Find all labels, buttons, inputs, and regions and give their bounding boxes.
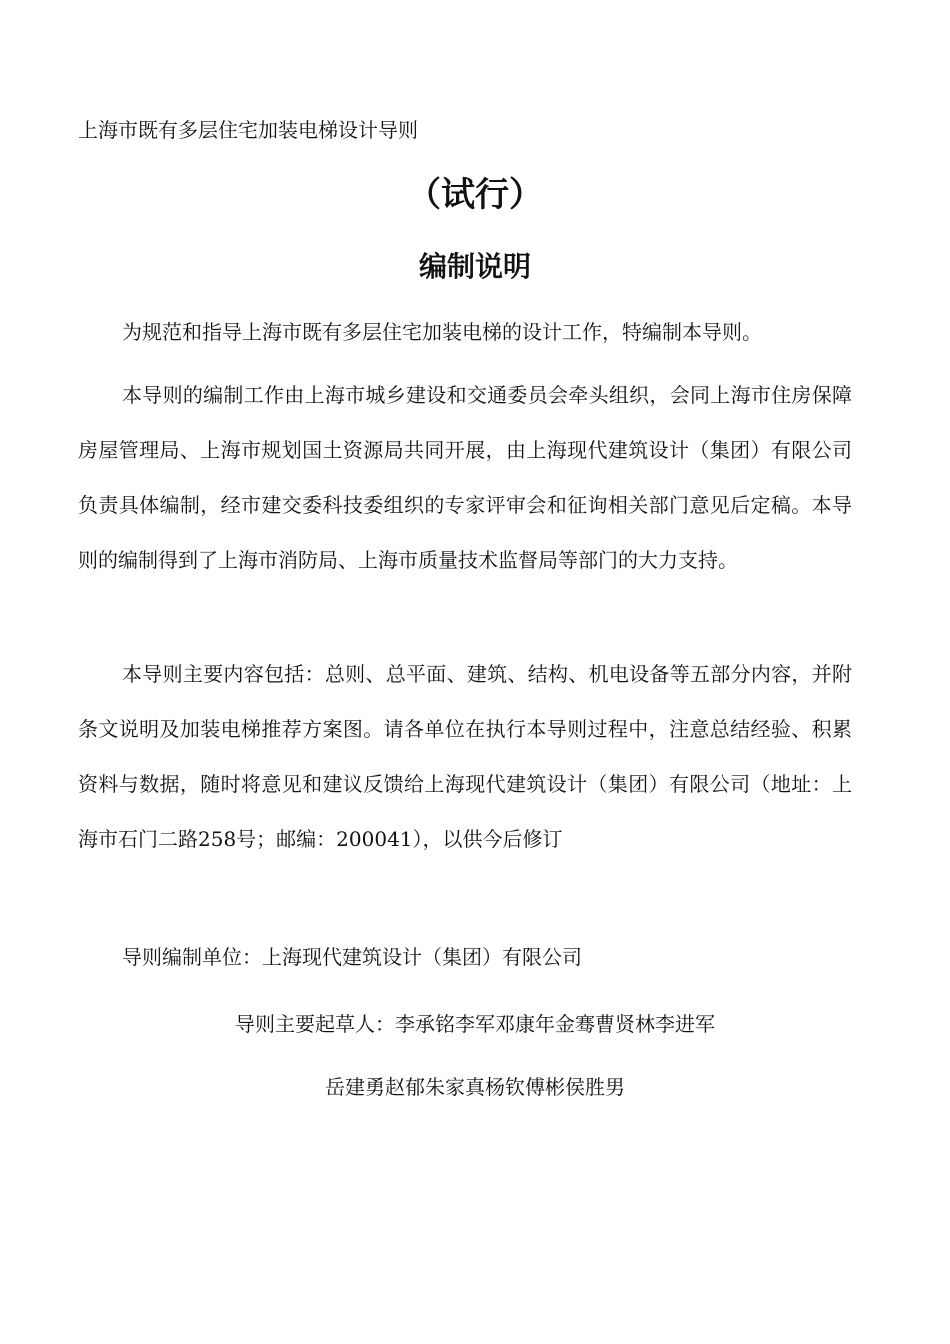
drafters-line-1: 导则主要起草人：李承铭李军邓康年金骞曹贤林李进军 [235, 1012, 715, 1036]
document-title: 上海市既有多层住宅加装电梯设计导则 [78, 118, 418, 142]
compiling-unit: 导则编制单位：上海现代建筑设计（集团）有限公司 [122, 945, 582, 969]
paragraph-contents: 本导则主要内容包括：总则、总平面、建筑、结构、机电设备等五部分内容，并附条文说明及加装电梯推荐方案图。请各单位在执行本导则过程中，注意总结经验、积累资料与数据，随时将意见和建议反馈给上海现代建筑设计（集团）有限公司（地址：上海市石门二路258号；邮编：200041），以供今后修订 [78, 662, 852, 851]
paragraph-purpose: 为规范和指导上海市既有多层住宅加装电梯的设计工作，特编制本导则。 [122, 320, 762, 344]
document-subtitle: （试行） [407, 175, 543, 215]
drafters-line-2: 岳建勇赵郁朱家真杨钦傅彬侯胜男 [325, 1075, 625, 1099]
paragraph-compilation: 本导则的编制工作由上海市城乡建设和交通委员会牵头组织，会同上海市住房保障房屋管理局、上海市规划国土资源局共同开展，由上海现代建筑设计（集团）有限公司负责具体编制，经市建交委科技委组织的专家评审会和征询相关部门意见后定稿。本导则的编制得到了上海市消防局、上海市质量技术监督局等部门的大力支持。 [78, 383, 852, 572]
section-heading: 编制说明 [418, 250, 531, 283]
